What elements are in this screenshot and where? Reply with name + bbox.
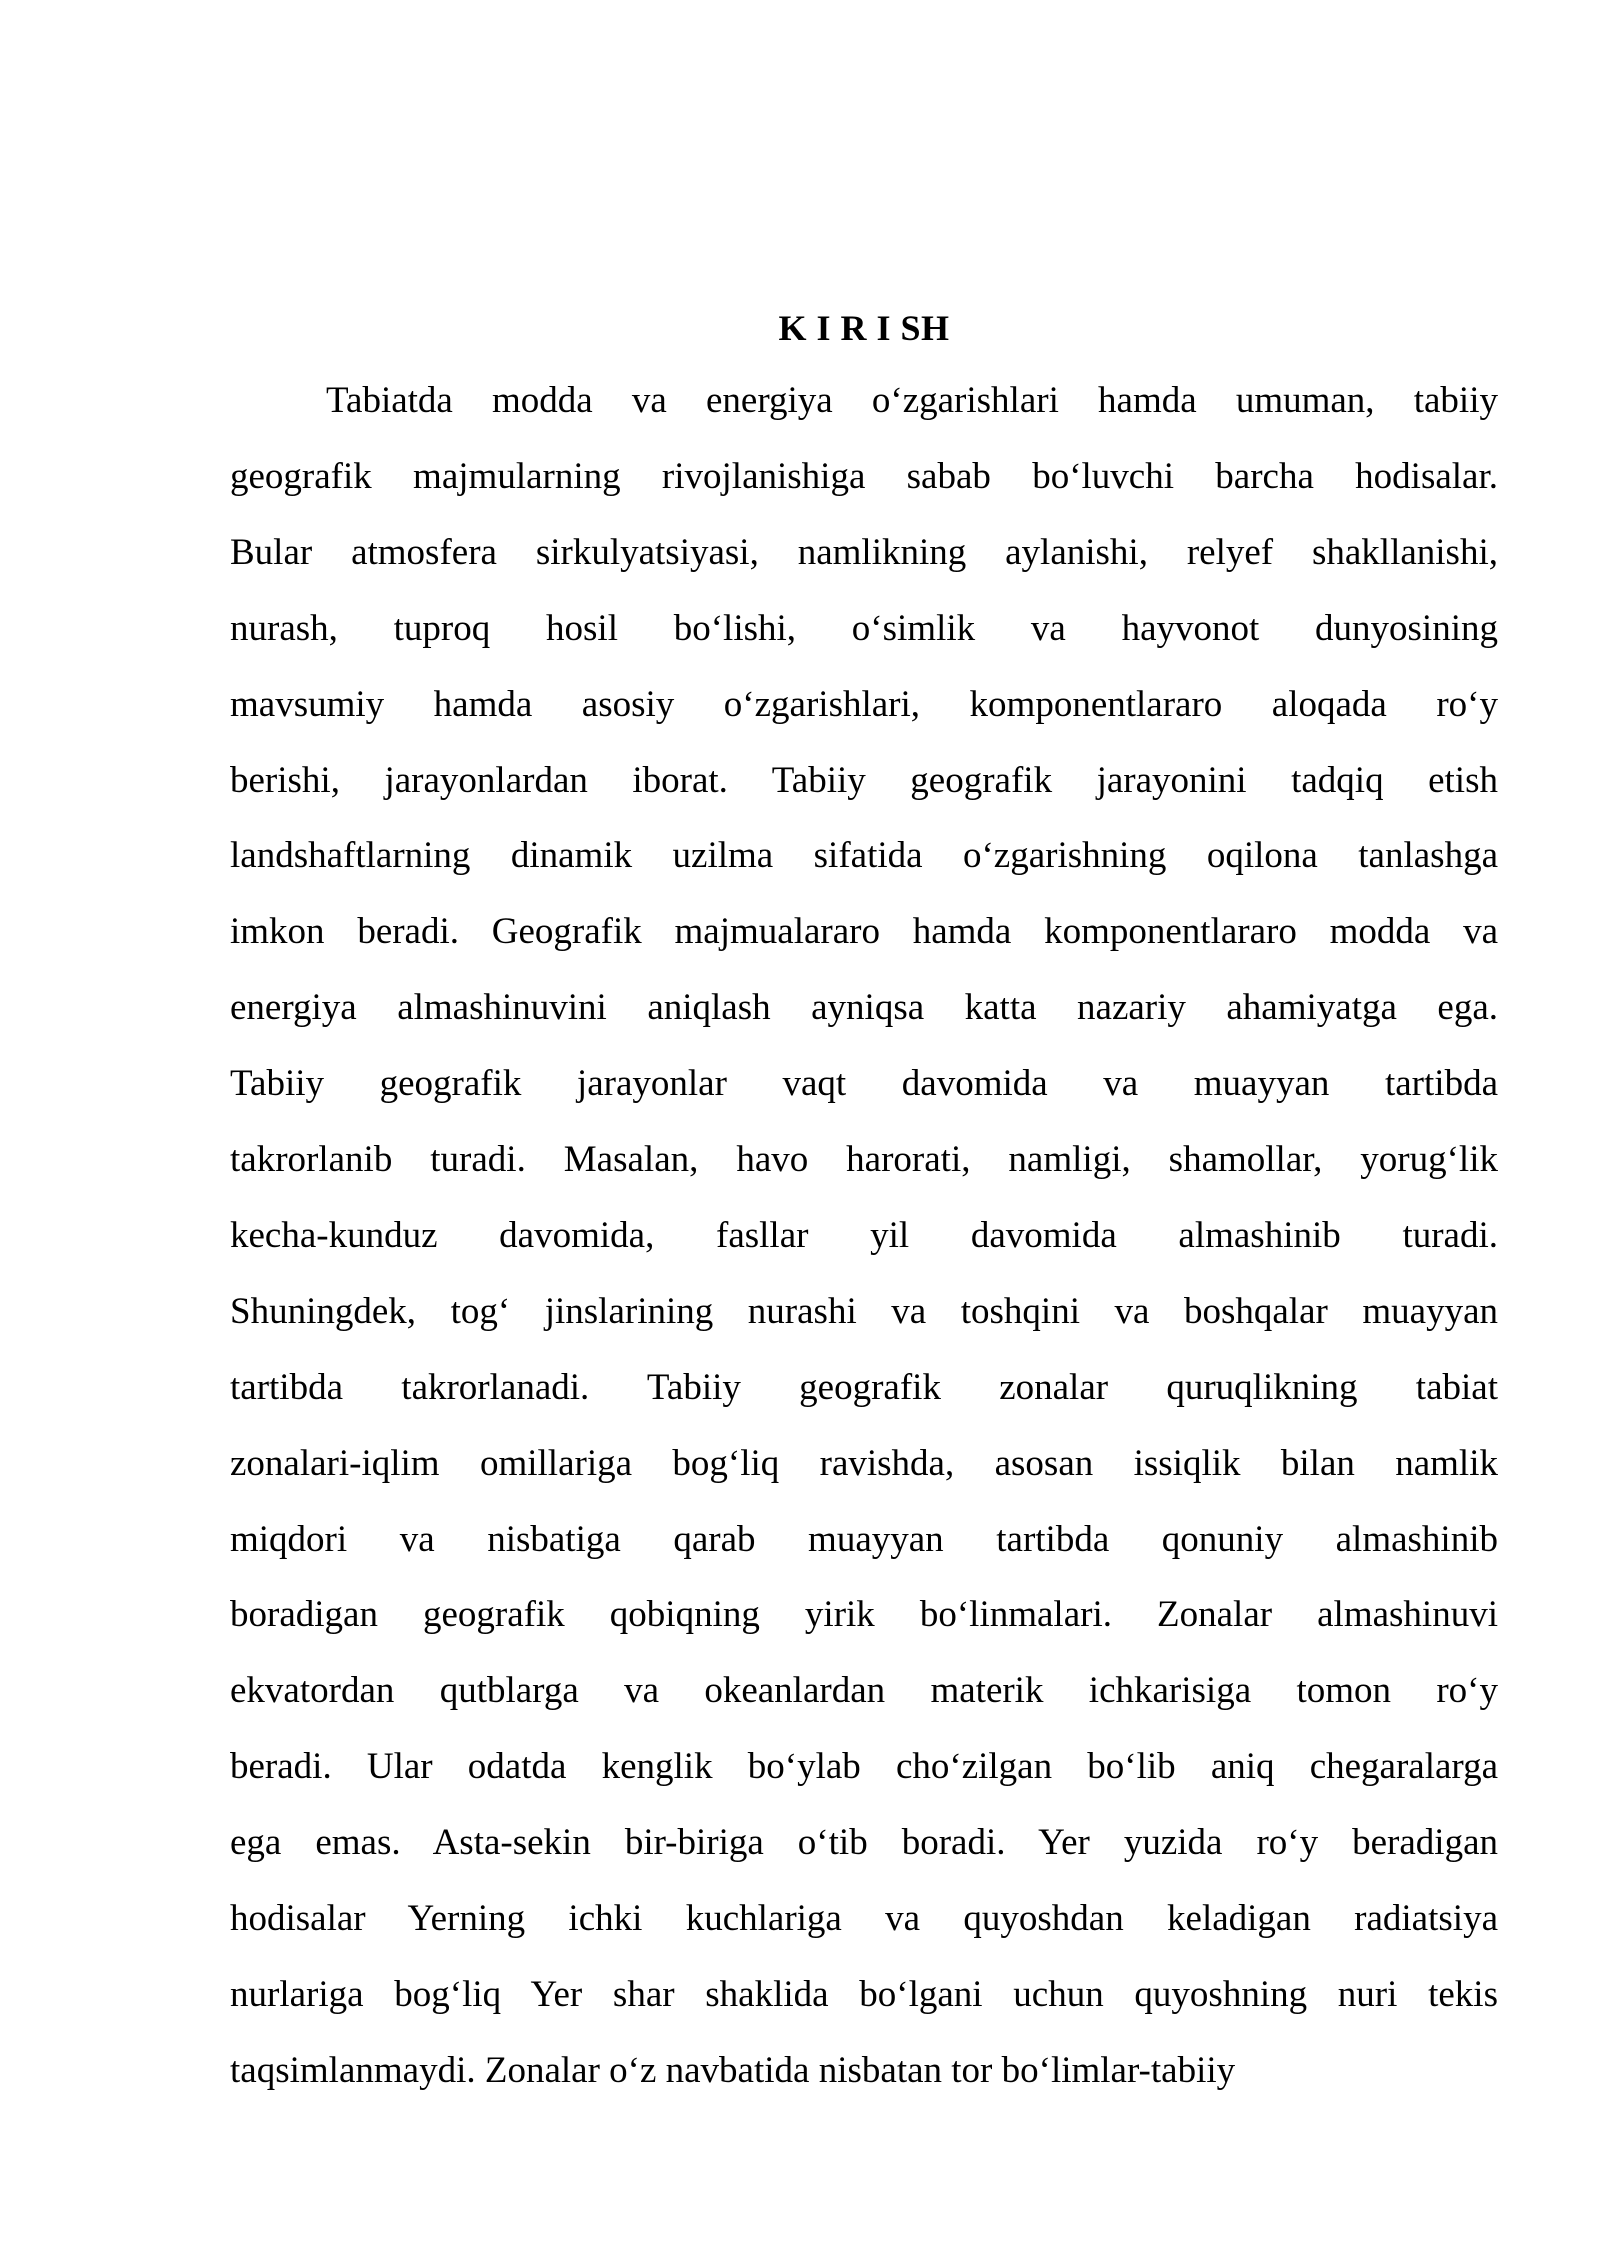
text-line: Tabiiy geografik jarayonlar vaqt davomida va muayyan tartibda [230, 1063, 1498, 1105]
text-line: hodisalar Yerning ichki kuchlariga va quyoshdan keladigan radiatsiya [230, 1898, 1498, 1939]
text-line: taqsimlanmaydi. Zonalar o‘z navbatida nisbatan tor bo‘limlar-tabiiy [230, 2049, 1236, 2091]
text-line: geografik majmularning rivojlanishiga sabab bo‘luvchi barcha hodisalar. [230, 455, 1498, 497]
text-line: energiya almashinuvini aniqlash ayniqsa katta nazariy ahamiyatga ega. [230, 987, 1498, 1029]
text-line: landshaftlarning dinamik uzilma sifatida o‘zgarishning oqilona tanlashga [230, 835, 1498, 877]
text-line: ega emas. Asta-sekin bir-biriga o‘tib boradi. Yer yuzida ro‘y beradigan [230, 1822, 1498, 1864]
text-line: Bular atmosfera sirkulyatsiyasi, namlikning aylanishi, relyef shakllanishi, [230, 531, 1498, 573]
text-line: Tabiatda modda va energiya o‘zgarishlari hamda umuman, tabiiy [326, 380, 1498, 421]
text-line: takrorlanib turadi. Masalan, havo harorati, namligi, shamollar, yorug‘lik [230, 1139, 1498, 1180]
text-line: berishi, jarayonlardan iborat. Tabiiy geografik jarayonini tadqiq etish [230, 759, 1498, 801]
text-line: Shuningdek, tog‘ jinslarining nurashi va toshqini va boshqalar muayyan [230, 1290, 1498, 1332]
text-line: beradi. Ular odatda kenglik bo‘ylab cho‘zilgan bo‘lib aniq chegaralarga [230, 1746, 1498, 1788]
text-line: boradigan geografik qobiqning yirik bo‘linmalari. Zonalar almashinuvi [230, 1594, 1498, 1636]
text-line: ekvatordan qutblarga va okeanlardan materik ichkarisiga tomon ro‘y [230, 1670, 1498, 1712]
text-line: imkon beradi. Geografik majmualararo hamda komponentlararo modda va [230, 911, 1498, 953]
text-line: miqdori va nisbatiga qarab muayyan tartibda qonuniy almashinib [230, 1518, 1498, 1560]
text-line: tartibda takrorlanadi. Tabiiy geografik zonalar quruqlikning tabiat [230, 1366, 1498, 1408]
text-line: mavsumiy hamda asosiy o‘zgarishlari, komponentlararo aloqada ro‘y [230, 683, 1498, 725]
text-line: zonalari-iqlim omillariga bog‘liq ravishda, asosan issiqlik bilan namlik [230, 1442, 1498, 1484]
page-title: K I R I SH [778, 308, 950, 348]
text-line: kecha-kunduz davomida, fasllar yil davomida almashinib turadi. [230, 1214, 1498, 1256]
text-line: nurash, tuproq hosil bo‘lishi, o‘simlik va hayvonot dunyosining [230, 607, 1498, 649]
text-line: nurlariga bog‘liq Yer shar shaklida bo‘lgani uchun quyoshning nuri tekis [230, 1973, 1498, 2015]
